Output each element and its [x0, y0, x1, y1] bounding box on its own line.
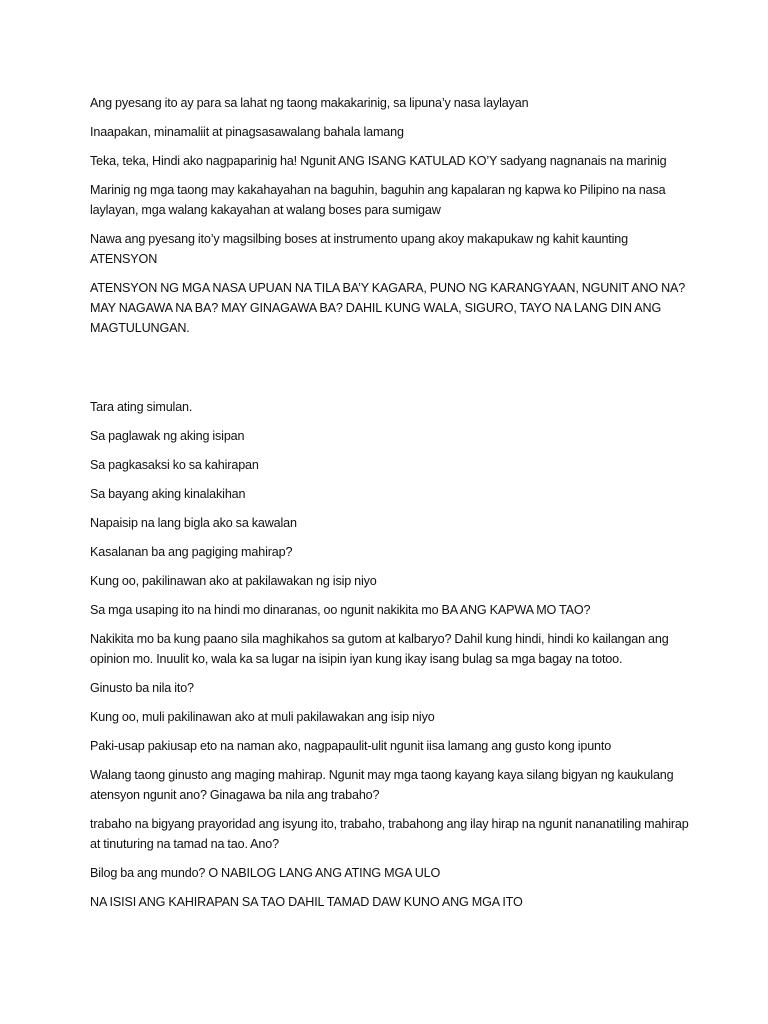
paragraph: Nakikita mo ba kung paano sila maghikahos sa gutom at kalbaryo? Dahil kung hindi, hindi ko kailangan ang opinion mo. Inuulit ko, wala ka sa lugar na isipin iyan kung ikay isang bulag sa mga bagay na totoo.	[90, 632, 669, 666]
paragraph: Sa mga usaping ito na hindi mo dinaranas, oo ngunit nakikita mo BA ANG KAPWA MO TAO?	[90, 603, 591, 617]
paragraph: ATENSYON NG MGA NASA UPUAN NA TILA BA’Y KAGARA, PUNO NG KARANGYAAN, NGUNIT ANO NA? MAY NAGAWA NA BA? MAY GINAGAWA BA? DAHIL KUNG WALA, SIGURO, TAYO NA LANG DIN ANG MAGTULUNGAN.	[90, 281, 686, 335]
paragraph: Kung oo, muli pakilinawan ako at muli pakilawakan ang isip niyo	[90, 710, 435, 724]
paragraph: Sa pagkasaksi ko sa kahirapan	[90, 458, 259, 472]
paragraph: Tara ating simulan.	[90, 400, 193, 414]
paragraph: Teka, teka, Hindi ako nagpaparinig ha! Ngunit ANG ISANG KATULAD KO’Y sadyang nagnanais na marinig	[90, 154, 667, 168]
paragraph: NA ISISI ANG KAHIRAPAN SA TAO DAHIL TAMAD DAW KUNO ANG MGA ITO	[90, 895, 523, 909]
document-page	[90, 93, 690, 921]
paragraph: Kasalanan ba ang pagiging mahirap?	[90, 545, 293, 559]
paragraph: Ang pyesang ito ay para sa lahat ng taong makakarinig, sa lipuna’y nasa laylayan	[90, 96, 529, 110]
paragraph: Bilog ba ang mundo? O NABILOG LANG ANG ATING MGA ULO	[90, 866, 441, 880]
paragraph: Inaapakan, minamaliit at pinagsasawalang bahala lamang	[90, 125, 404, 139]
paragraph: Walang taong ginusto ang maging mahirap. Ngunit may mga taong kayang kaya silang bigyan ng kaukulang atensyon ngunit ano? Ginagawa ba nila ang trabaho?	[90, 768, 674, 802]
paragraph: Paki-usap pakiusap eto na naman ako, nagpapaulit-ulit ngunit iisa lamang ang gusto kong ipunto	[90, 739, 612, 753]
paragraph: Sa bayang aking kinalakihan	[90, 487, 246, 501]
paragraph: Kung oo, pakilinawan ako at pakilawakan ng isip niyo	[90, 574, 377, 588]
paragraph: trabaho na bigyang prayoridad ang isyung ito, trabaho, trabahong ang ilay hirap na ngunit nananatiling mahirap at tinuturing na tamad na tao. Ano?	[90, 817, 689, 851]
paragraph: Marinig ng mga taong may kakahayahan na baguhin, baguhin ang kapalaran ng kapwa ko Pilipino na nasa laylayan, mga walang kakayahan at walang boses para sumigaw	[90, 183, 666, 217]
paragraph: Ginusto ba nila ito?	[90, 681, 194, 695]
paragraph: Sa paglawak ng aking isipan	[90, 429, 245, 443]
paragraph: Nawa ang pyesang ito’y magsilbing boses at instrumento upang akoy makapukaw ng kahit kaunting ATENSYON	[90, 232, 629, 266]
paragraph: Napaisip na lang bigla ako sa kawalan	[90, 516, 297, 530]
section-spacer	[90, 347, 690, 397]
